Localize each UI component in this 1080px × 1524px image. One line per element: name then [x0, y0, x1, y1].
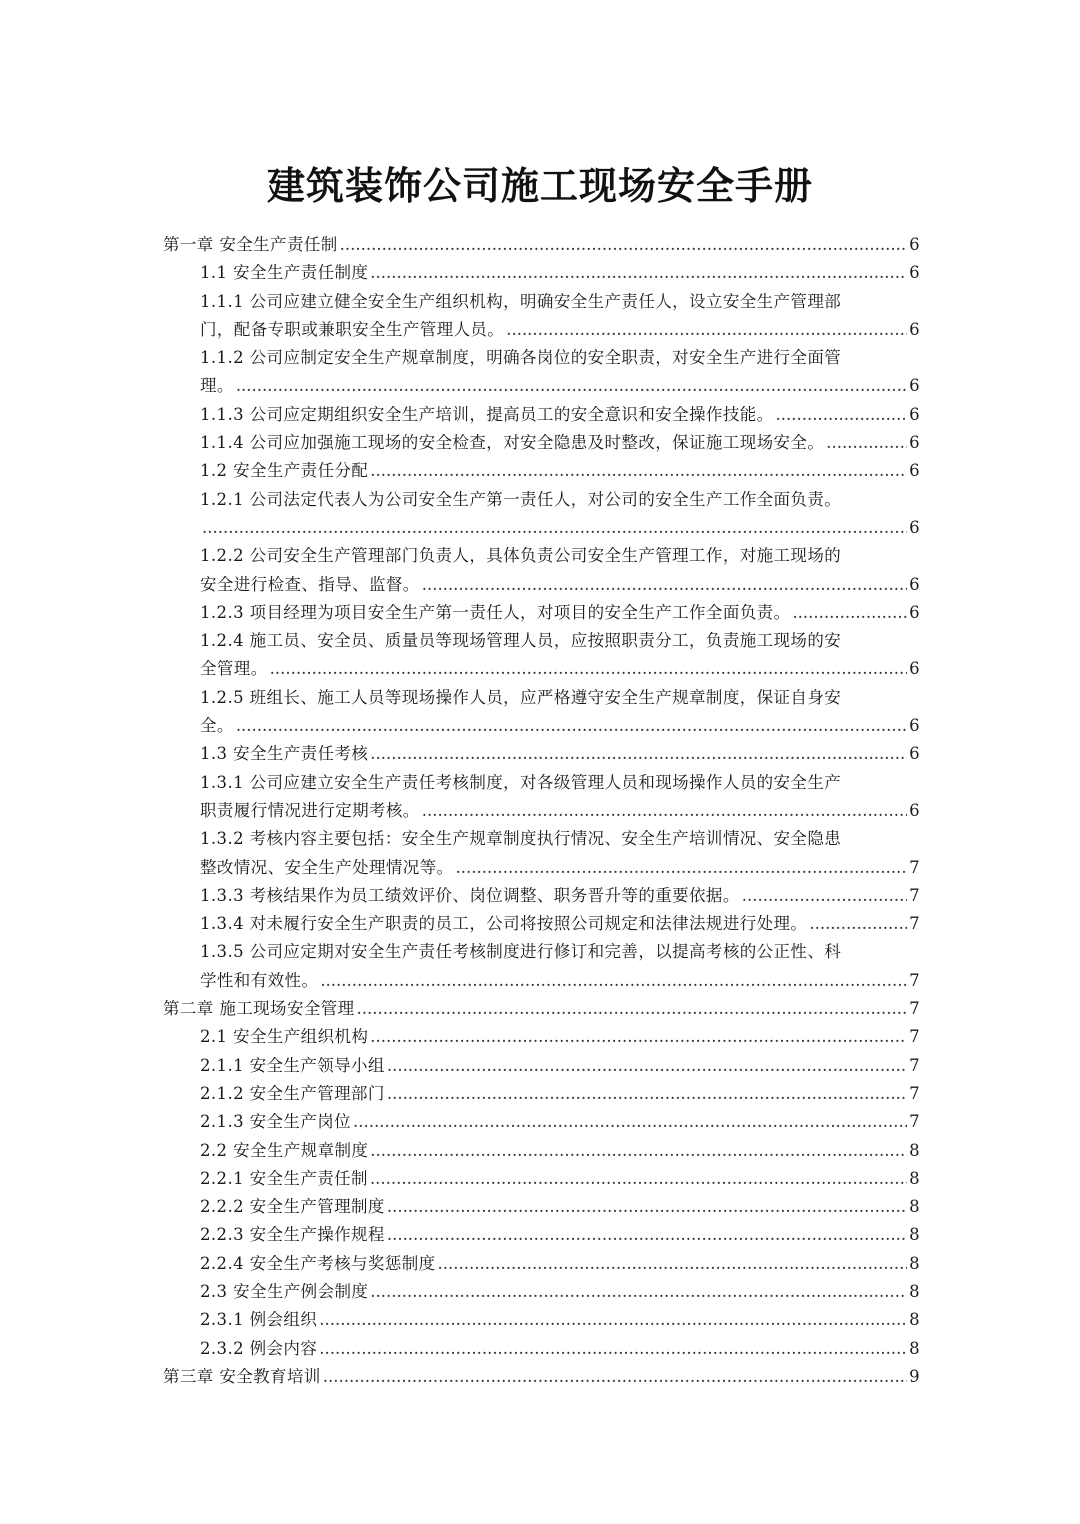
toc-entry-text: 1.3.5 公司应定期对安全生产责任考核制度进行修订和完善，以提高考核的公正性、科 [200, 942, 842, 962]
toc-entry-text: 2.1 安全生产组织机构 [200, 1027, 369, 1047]
toc-entry[interactable] [163, 1023, 920, 1051]
dot-leader [792, 599, 907, 627]
toc-entry-text: 1.3.2 考核内容主要包括：安全生产规章制度执行情况、安全生产培训情况、安全隐患 [200, 829, 842, 849]
dot-leader [422, 797, 907, 825]
toc-page-number: 8 [909, 1253, 920, 1273]
toc-entry-text: 2.3 安全生产例会制度 [200, 1281, 369, 1301]
toc-entry[interactable] [163, 344, 920, 401]
toc-entry[interactable] [163, 1052, 920, 1080]
dot-leader [202, 514, 907, 542]
toc-entry-text: 第一章 安全生产责任制 [163, 235, 338, 254]
toc-entry[interactable] [163, 1193, 920, 1221]
toc-page-number: 6 [909, 602, 920, 622]
toc-entry-text: 1.2.1 公司法定代表人为公司安全生产第一责任人，对公司的安全生产工作全面负责。 [200, 489, 842, 509]
toc-entry[interactable] [163, 231, 920, 259]
toc-entry-text: 1.3.3 考核结果作为员工绩效评价、岗位调整、职务晋升等的重要依据。 [200, 885, 740, 905]
toc-entry[interactable] [163, 995, 920, 1023]
toc-entry[interactable] [163, 1165, 920, 1193]
dot-leader [370, 1278, 907, 1306]
dot-leader [370, 259, 907, 287]
dot-leader [340, 231, 907, 259]
toc-entry[interactable] [163, 542, 920, 599]
toc-entry-text: 1.3.1 公司应建立安全生产责任考核制度，对各级管理人员和现场操作人员的安全生产 [200, 772, 842, 792]
toc-entry[interactable] [163, 1108, 920, 1136]
toc-entry[interactable] [163, 910, 920, 938]
dot-leader [506, 316, 907, 344]
dot-leader [370, 740, 907, 768]
toc-entry-text: 学性和有效性。 [200, 970, 319, 990]
toc-entry-text: 2.3.2 例会内容 [200, 1338, 318, 1358]
toc-entry[interactable] [163, 429, 920, 457]
toc-entry-text: 1.2.2 公司安全生产管理部门负责人，具体负责公司安全生产管理工作，对施工现场的 [200, 546, 842, 566]
dot-leader [387, 1221, 907, 1249]
toc-entry-text: 1.1.4 公司应加强施工现场的安全检查，对安全隐患及时整改，保证施工现场安全。 [200, 433, 825, 453]
toc-page-number: 7 [909, 999, 920, 1019]
toc-entry[interactable] [163, 1306, 920, 1334]
toc-page-number: 8 [909, 1140, 920, 1160]
toc-entry-text: 全。 [200, 716, 234, 736]
table-of-contents [163, 231, 920, 1391]
dot-leader [323, 1363, 907, 1391]
toc-entry[interactable] [163, 401, 920, 429]
toc-entry[interactable] [163, 684, 920, 741]
toc-page-number: 7 [909, 1027, 920, 1047]
toc-page-number: 6 [909, 800, 920, 820]
toc-entry-text: 门，配备专职或兼职安全生产管理人员。 [200, 319, 505, 339]
dot-leader [809, 910, 907, 938]
toc-page-number: 6 [909, 376, 920, 396]
toc-entry-text: 职责履行情况进行定期考核。 [200, 800, 420, 820]
dot-leader [370, 1137, 907, 1165]
toc-entry[interactable] [163, 769, 920, 826]
toc-page-number: 7 [909, 1055, 920, 1075]
toc-entry-text: 2.1.2 安全生产管理部门 [200, 1083, 385, 1103]
toc-entry-text: 2.2.2 安全生产管理制度 [200, 1197, 385, 1217]
toc-entry-text: 2.2 安全生产规章制度 [200, 1140, 369, 1160]
toc-page-number: 6 [909, 659, 920, 679]
toc-entry-text: 理。 [200, 376, 234, 396]
toc-entry-text: 2.1.1 安全生产领导小组 [200, 1055, 385, 1075]
toc-entry-text: 整改情况、安全生产处理情况等。 [200, 857, 454, 877]
toc-entry[interactable] [163, 1080, 920, 1108]
dot-leader [236, 712, 907, 740]
toc-entry[interactable] [163, 1363, 920, 1391]
dot-leader [826, 429, 907, 457]
toc-entry-text: 1.1.3 公司应定期组织安全生产培训，提高员工的安全意识和安全操作技能。 [200, 404, 774, 424]
toc-page-number: 6 [909, 517, 920, 537]
toc-entry-text: 2.2.4 安全生产考核与奖惩制度 [200, 1253, 436, 1273]
dot-leader [387, 1193, 907, 1221]
toc-entry-text: 2.3.1 例会组织 [200, 1310, 318, 1330]
toc-page-number: 8 [909, 1168, 920, 1188]
toc-page-number: 8 [909, 1225, 920, 1245]
dot-leader [370, 1023, 907, 1051]
toc-page-number: 8 [909, 1197, 920, 1217]
dot-leader [357, 995, 907, 1023]
toc-page-number: 7 [909, 1083, 920, 1103]
toc-page-number: 7 [909, 1112, 920, 1132]
toc-page-number: 6 [909, 433, 920, 453]
toc-entry-text: 1.2 安全生产责任分配 [200, 461, 369, 481]
toc-page-number: 6 [909, 235, 920, 254]
toc-page-number: 8 [909, 1281, 920, 1301]
toc-entry-text: 1.1 安全生产责任制度 [200, 263, 369, 283]
toc-page-number: 6 [909, 716, 920, 736]
toc-page-number: 7 [909, 885, 920, 905]
toc-page-number: 6 [909, 404, 920, 424]
toc-entry[interactable] [163, 825, 920, 882]
toc-entry-text: 1.3 安全生产责任考核 [200, 744, 369, 764]
toc-page-number: 9 [909, 1366, 920, 1386]
toc-page-number: 6 [909, 461, 920, 481]
dot-leader [370, 1165, 907, 1193]
toc-page-number: 7 [909, 857, 920, 877]
dot-leader [319, 1335, 907, 1363]
toc-entry-text: 第三章 安全教育培训 [163, 1366, 321, 1386]
toc-entry[interactable] [163, 259, 920, 287]
toc-entry[interactable] [163, 1335, 920, 1363]
toc-page-number: 6 [909, 263, 920, 283]
dot-leader [319, 1306, 907, 1334]
toc-entry[interactable] [163, 1221, 920, 1249]
toc-entry[interactable] [163, 740, 920, 768]
dot-leader [387, 1052, 907, 1080]
toc-entry-text: 1.3.4 对未履行安全生产职责的员工，公司将按照公司规定和法律法规进行处理。 [200, 914, 808, 934]
dot-leader [370, 457, 907, 485]
dot-leader [387, 1080, 907, 1108]
toc-entry-text: 第二章 施工现场安全管理 [163, 999, 355, 1019]
dot-leader [776, 401, 907, 429]
toc-entry-text: 1.2.4 施工员、安全员、质量员等现场管理人员，应按照职责分工，负责施工现场的安 [200, 631, 842, 651]
toc-entry-text: 2.1.3 安全生产岗位 [200, 1112, 352, 1132]
toc-page-number: 8 [909, 1310, 920, 1330]
toc-entry[interactable] [163, 457, 920, 485]
dot-leader [320, 967, 907, 995]
dot-leader [270, 655, 907, 683]
toc-page-number: 8 [909, 1338, 920, 1358]
toc-entry[interactable] [163, 599, 920, 627]
toc-entry-text: 安全进行检查、指导、监督。 [200, 574, 420, 594]
toc-entry[interactable] [163, 288, 920, 345]
document-title: 建筑装饰公司施工现场安全手册 [266, 164, 813, 208]
toc-entry[interactable] [163, 1278, 920, 1306]
dot-leader [438, 1250, 907, 1278]
toc-entry-text: 2.2.1 安全生产责任制 [200, 1168, 368, 1188]
dot-leader [742, 882, 907, 910]
dot-leader [456, 854, 908, 882]
dot-leader [236, 372, 907, 400]
toc-page-number: 7 [909, 914, 920, 934]
toc-page-number: 6 [909, 319, 920, 339]
dot-leader [353, 1108, 907, 1136]
dot-leader [422, 571, 907, 599]
toc-page-number: 6 [909, 574, 920, 594]
toc-entry-text: 1.2.3 项目经理为项目安全生产第一责任人，对项目的安全生产工作全面负责。 [200, 602, 791, 622]
toc-entry[interactable] [163, 1137, 920, 1165]
toc-entry-text: 1.1.1 公司应建立健全安全生产组织机构，明确安全生产责任人，设立安全生产管理部 [200, 291, 842, 311]
toc-entry-text: 1.2.5 班组长、施工人员等现场操作人员，应严格遵守安全生产规章制度，保证自身安 [200, 687, 842, 707]
toc-entry[interactable] [163, 938, 920, 995]
toc-page-number: 6 [909, 744, 920, 764]
toc-page-number: 7 [909, 970, 920, 990]
toc-entry[interactable] [163, 486, 920, 543]
toc-entry-text: 1.1.2 公司应制定安全生产规章制度，明确各岗位的安全职责，对安全生产进行全面管 [200, 348, 842, 368]
toc-entry-text: 2.2.3 安全生产操作规程 [200, 1225, 385, 1245]
toc-entry[interactable] [163, 627, 920, 684]
toc-entry[interactable] [163, 882, 920, 910]
toc-entry-text: 全管理。 [200, 659, 268, 679]
toc-entry[interactable] [163, 1250, 920, 1278]
